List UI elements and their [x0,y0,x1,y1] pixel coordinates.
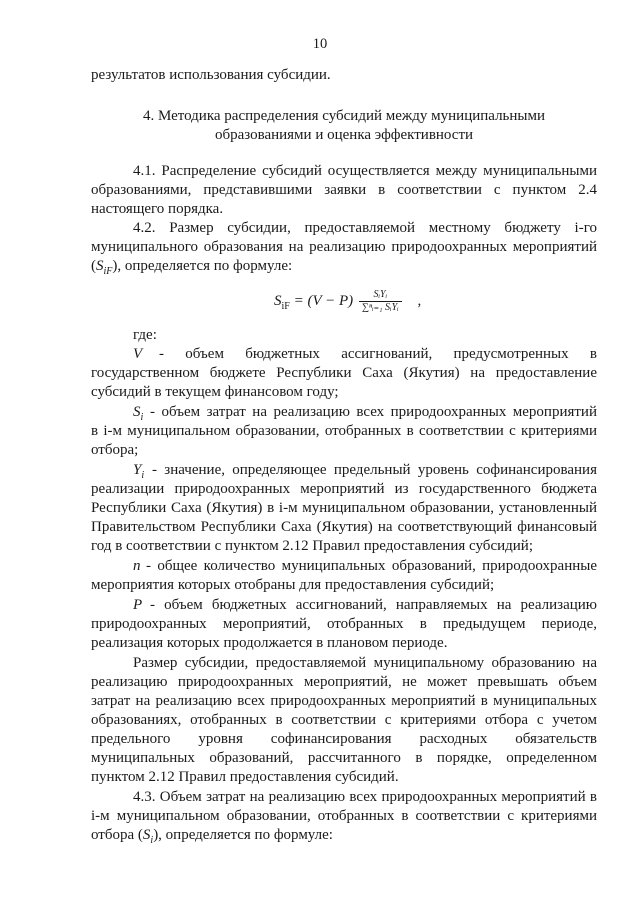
paragraph-line: i-м муниципальном образовании, отобранных в соответствии с критериями [91,808,597,824]
paragraph-line: $(S_{iF})$, определяется по формуле: [91,258,293,277]
paragraph-line: - объем затрат на реализацию всех природоохранных мероприятий [150,404,597,420]
paragraph-line: пунктом 2.12 Правил предоставления субсидий. [91,769,399,785]
formula-sif: $S_{iF} = (V - P)$ $\frac{\text{SᵢYᵢ}}{\text{∑ⁿᵢ₌₁ SᵢYᵢ}}$ , [274,289,422,313]
paragraph-line: в i-м муниципальном образовании, отобранных в соответствии с критериями [91,423,597,439]
paragraph-line: муниципальных образований, рассчитанного в порядке, определенном [91,750,597,766]
paragraph-line: 4.3. Объем затрат на реализацию всех природоохранных мероприятий в [133,789,597,805]
paragraph-line: субсидий в текущем финансовом году; [91,384,339,400]
definition-symbol: P [133,597,143,613]
paragraph-line: природоохранных мероприятий, отобранных в предыдущем периоде, [91,616,597,632]
paragraph-line: реализации природоохранных мероприятий из государственного бюджета [91,481,597,497]
paragraph-line: настоящего порядка. [91,201,224,217]
paragraph-line: образованиях, отобранных в соответствии с критериями отбора с учетом [91,712,597,728]
paragraph-line: государственном бюджете Республики Саха (Якутия) на предоставление [91,365,597,381]
definition-symbol: V [133,346,143,362]
paragraph-line: отбора $(S_i)$, определяется по формуле: [91,827,333,846]
section-heading: 4. Методика распределения субсидий между муниципальными [142,108,546,124]
text-line: результатов использования субсидии. [91,67,331,83]
paragraph-line: Республики Саха (Якутия) в i-м муниципальном образовании, установленный [91,500,597,516]
paragraph-line: мероприятия которых отобраны для предоставления субсидий; [91,577,495,593]
paragraph-line: реализация которых продолжается в плановом периоде. [91,635,448,651]
paragraph-line: - общее количество муниципальных образований, природоохранные [146,558,597,574]
definition-symbol: $Y_i$ [133,462,145,481]
paragraph-line: Правительством Республики Саха (Якутия) на соответствующий финансовый [91,519,597,535]
paragraph-line: где: [133,327,157,343]
paragraph-line: год в соответствии с пунктом 2.12 Правил предоставления субсидий; [91,538,533,554]
section-heading: образованиями и оценка эффективности [214,127,474,143]
paragraph-line: реализацию природоохранных мероприятий, не может превышать объем [91,674,597,690]
paragraph-line: 4.2. Размер субсидии, предоставляемой местному бюджету i-го [133,220,597,236]
definition-symbol: $S_i$ [133,404,144,423]
paragraph-line: затрат на реализацию всех природоохранных мероприятий в муниципальных [91,693,597,709]
page-number: 10 [312,36,328,52]
paragraph-line: - объем бюджетных ассигнований, направляемых на реализацию [150,597,597,613]
formula-fraction: $\frac{\text{SᵢYᵢ}}{\text{∑ⁿᵢ₌₁ SᵢYᵢ}}$ [359,289,402,314]
paragraph-line: отбора; [91,442,139,458]
paragraph-line: - значение, определяющее предельный уровень софинансирования [152,462,597,478]
paragraph-line: - объем бюджетных ассигнований, предусмотренных в [159,346,597,362]
paragraph-line: муниципального образования на реализацию природоохранных мероприятий [91,239,597,255]
paragraph-line: предельного уровня софинансирования расходных обязательств [91,731,597,747]
paragraph-line: образованиями, представившими заявки в соответствии с пунктом 2.4 [91,182,597,198]
paragraph-line: 4.1. Распределение субсидий осуществляется между муниципальными [133,163,597,179]
definition-symbol: n [133,558,141,574]
paragraph-line: Размер субсидии, предоставляемой муниципальному образованию на [133,655,597,671]
